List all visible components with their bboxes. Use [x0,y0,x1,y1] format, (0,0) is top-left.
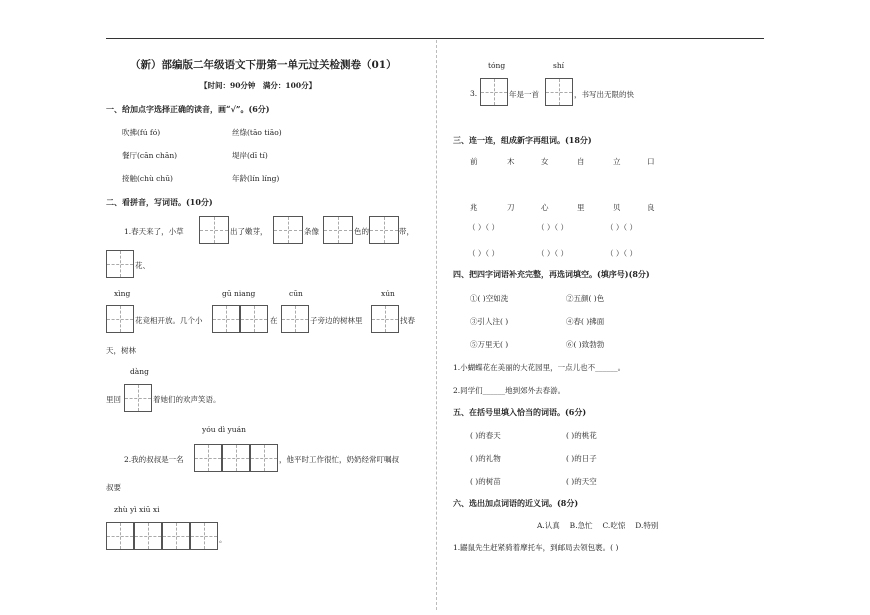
writing-box[interactable] [194,444,222,472]
s2-text: 3. [470,89,478,98]
s2-text: 。 [219,535,227,544]
radical: 女 [541,157,549,166]
section-5-heading: 五、在括号里填入恰当的词语。(6分) [453,407,587,417]
s2-text: 1.春天来了，小草 [124,227,184,236]
s1-item: 接触(chù chū) [122,174,173,183]
section-6-heading: 六、选出加点词语的近义词。(8分) [453,498,579,508]
component: 良 [647,203,655,212]
pinyin: tóng [488,61,506,70]
writing-box[interactable] [273,216,303,244]
radical: 立 [613,157,621,166]
pinyin: shí [553,61,565,70]
writing-box[interactable] [240,305,268,333]
s2-text: 里回 [106,395,121,404]
writing-box[interactable] [124,384,152,412]
s2-text: 色的 [354,227,369,236]
s1-item: 堤岸(dī tí) [232,151,268,160]
writing-box[interactable] [134,522,162,550]
writing-box[interactable] [250,444,278,472]
fill-item: ( )的日子 [566,454,597,463]
s2-text: 天，树林 [106,346,136,355]
fill-item: ( )的树苗 [470,477,501,486]
writing-box[interactable] [545,78,573,106]
writing-box[interactable] [212,305,240,333]
pinyin: xún [381,289,395,298]
s2-text: 花竞相开放。几个小 [135,316,203,325]
s2-text: ，书写出无限的快 [574,90,634,99]
s1-item: 餐厅(cān chān) [122,151,178,160]
writing-box[interactable] [222,444,250,472]
pinyin: zhù yì xiū xi [114,505,160,514]
component: 贝 [613,203,621,212]
writing-box[interactable] [190,522,218,550]
s2-text: 在 [270,316,278,325]
s2-text: 子旁边的树林里 [310,316,363,325]
writing-box[interactable] [371,305,399,333]
idiom-item: ⑥( )致勃勃 [566,340,605,349]
writing-box[interactable] [480,78,508,106]
s2-text: 带， [399,227,414,236]
component: 心 [541,203,549,212]
radical: 口 [647,157,655,166]
s2-text: 条像 [304,227,319,236]
answer-blank[interactable]: （ ）（ ） [468,223,500,232]
s2-text: ，他平时工作很忙，奶奶经常叮嘱叔 [279,455,399,464]
idiom-item: ⑤万里无( ) [470,340,509,349]
s2-text: 2.我的叔叔是一名 [124,455,184,464]
exam-meta: 【时间：90分钟 满分：100分】 [200,81,317,90]
fill-question: 1.小蝴蝶花在美丽的大花园里，一点儿也不______。 [453,363,626,372]
radical: 前 [470,157,478,166]
radical: 木 [507,157,515,166]
s2-text: 着她们的欢声笑语。 [153,395,221,404]
writing-box[interactable] [106,305,134,333]
top-rule [106,38,764,39]
answer-blank[interactable]: （ ）（ ） [606,223,638,232]
fill-item: ( )的天空 [566,477,597,486]
s2-text: 找春 [400,316,415,325]
component: 里 [577,203,585,212]
s1-item: 年龄(lín líng) [232,174,280,183]
s2-text: 叔要 [106,483,121,492]
fill-item: ( )的桃花 [566,431,597,440]
pinyin: dàng [130,367,149,376]
s1-item: 吹拂(fú fó) [122,128,161,137]
writing-box[interactable] [106,522,134,550]
idiom-item: ②五颜( )色 [566,294,605,303]
writing-box[interactable] [106,250,134,278]
writing-box[interactable] [199,216,229,244]
writing-box[interactable] [281,305,309,333]
answer-blank[interactable]: （ ）（ ） [606,249,638,258]
s2-text: 出了嫩芽， [230,227,268,236]
section-4-heading: 四、把四字词语补充完整，再选词填空。(填序号)(8分) [453,269,650,279]
section-2-heading: 二、看拼音，写词语。(10分) [106,197,213,207]
column-divider [436,40,437,610]
fill-item: ( )的春天 [470,431,501,440]
pinyin: cūn [289,289,303,298]
writing-box[interactable] [369,216,399,244]
writing-box[interactable] [323,216,353,244]
answer-blank[interactable]: （ ）（ ） [468,249,500,258]
radical: 自 [577,157,585,166]
idiom-item: ④春( )拂面 [566,317,605,326]
options: A.认真 B.急忙 C.吃惊 D.特别 [537,521,659,530]
section-3-heading: 三、连一连，组成新字再组词。(18分) [453,135,592,145]
synonym-question: 1.鼹鼠先生赶紧骑着摩托车，到邮局去领包裹。( ) [453,543,619,552]
pinyin: xìng [114,289,131,298]
s2-text: 年是一首 [509,90,539,99]
pinyin: gū niang [222,289,256,298]
answer-blank[interactable]: （ ）（ ） [537,249,569,258]
fill-question: 2.同学们______地到郊外去春游。 [453,386,566,395]
s2-text: 花、 [135,261,150,270]
writing-box[interactable] [162,522,190,550]
s1-item: 丝绦(tāo tiāo) [232,128,282,137]
pinyin: yóu dì yuán [202,425,246,434]
fill-item: ( )的礼物 [470,454,501,463]
component: 刀 [507,203,515,212]
idiom-item: ③引人注( ) [470,317,509,326]
page-title: （新）部编版二年级语文下册第一单元过关检测卷（01） [130,59,397,71]
component: 兆 [470,203,478,212]
idiom-item: ①( )空如洗 [470,294,509,303]
section-1-heading: 一、给加点字选择正确的读音，画“√”。(6分) [106,104,270,114]
answer-blank[interactable]: （ ）（ ） [537,223,569,232]
